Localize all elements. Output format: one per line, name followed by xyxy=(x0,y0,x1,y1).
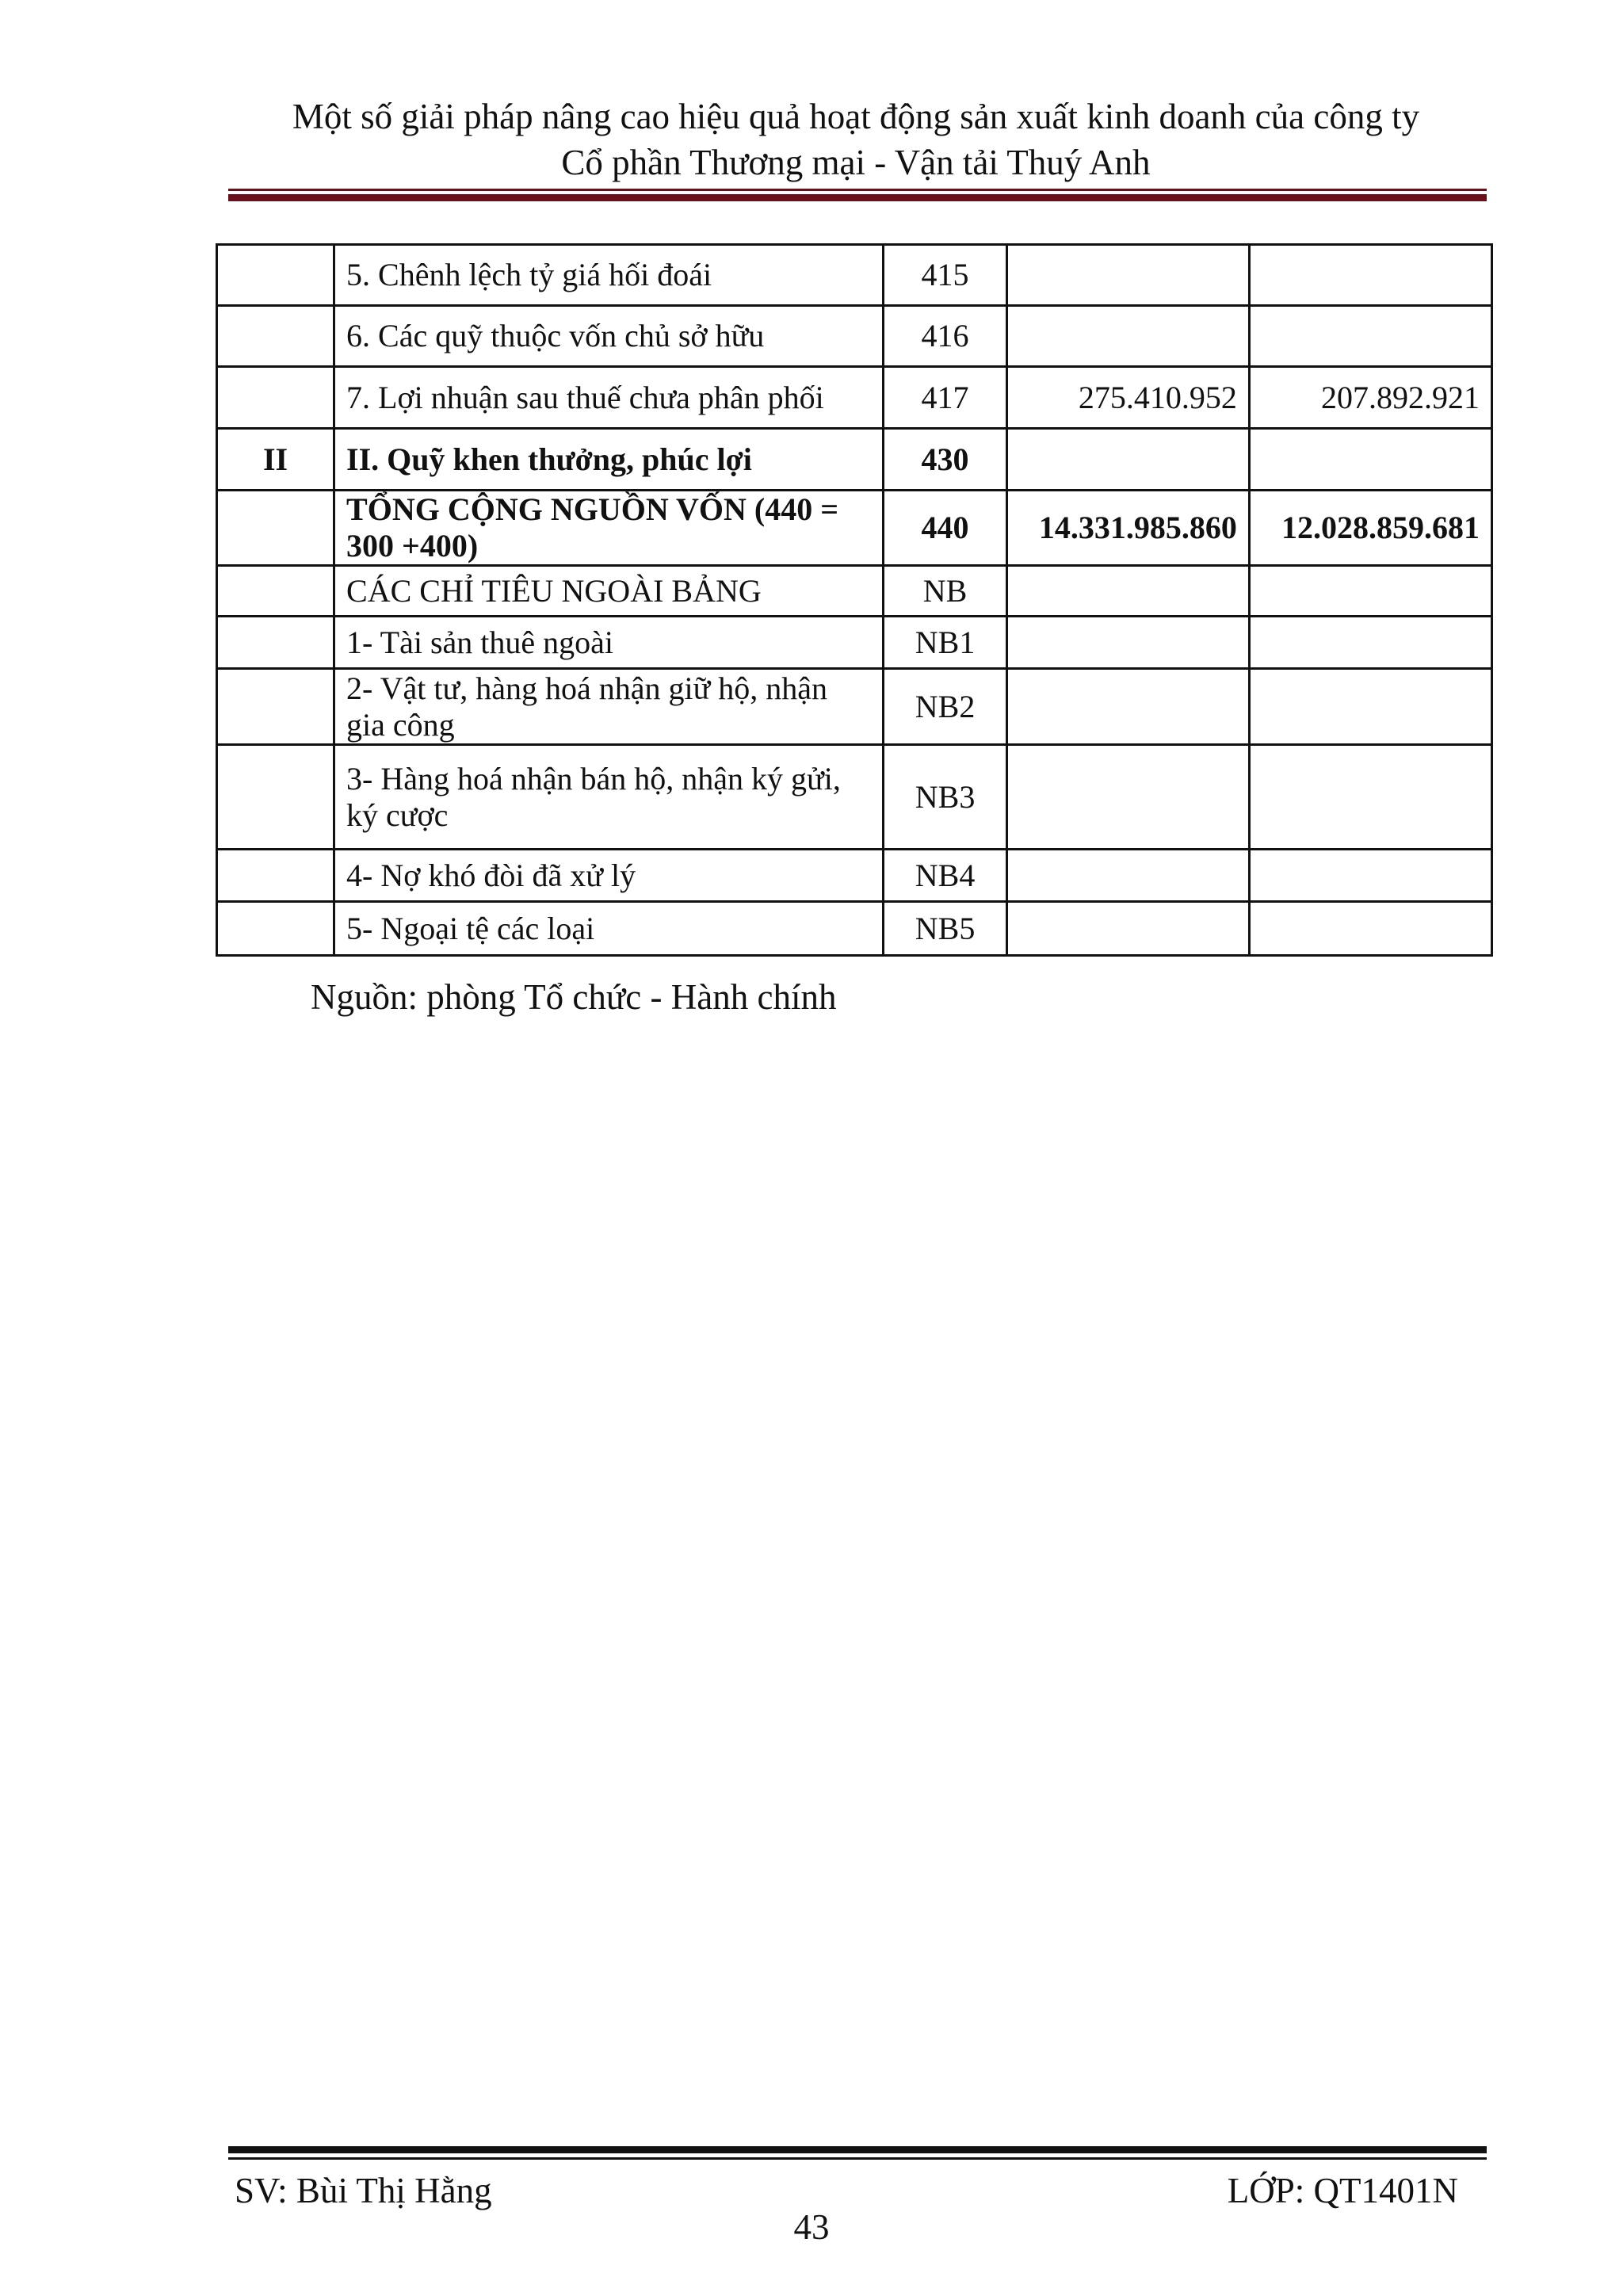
table-row xyxy=(217,367,1492,429)
footer-rule-thick xyxy=(228,2146,1487,2153)
section-cell xyxy=(217,850,334,902)
header-rule-thick xyxy=(228,194,1487,201)
value-begin-cell xyxy=(1249,617,1491,669)
balance-sheet-table xyxy=(216,243,1493,957)
table-row xyxy=(217,491,1492,566)
value-begin-cell xyxy=(1249,429,1491,491)
code-cell: NB1 xyxy=(884,617,1006,669)
header-title-line-2: Cổ phần Thương mại - Vận tải Thuý Anh xyxy=(561,143,1151,182)
code-cell: 415 xyxy=(884,245,1006,306)
value-begin-cell xyxy=(1249,306,1491,367)
table-row xyxy=(217,245,1492,306)
table-row xyxy=(217,306,1492,367)
code-cell: 430 xyxy=(884,429,1006,491)
value-end-cell xyxy=(1006,566,1249,617)
header-title-line-1: Một số giải pháp nâng cao hiệu quả hoạt động sản xuất kinh doanh của công ty xyxy=(292,97,1420,136)
value-begin-cell xyxy=(1249,850,1491,902)
value-begin-cell xyxy=(1249,669,1491,745)
page-header xyxy=(222,94,1490,185)
item-name-cell: 3- Hàng hoá nhận bán hộ, nhận ký gửi, ký cược xyxy=(334,745,884,850)
value-begin-cell xyxy=(1249,566,1491,617)
item-name-cell: 2- Vật tư, hàng hoá nhận giữ hộ, nhận gia công xyxy=(334,669,884,745)
value-end-cell xyxy=(1006,669,1249,745)
section-cell xyxy=(217,669,334,745)
item-name-cell: TỔNG CỘNG NGUỒN VỐN (440 = 300 +400) xyxy=(334,491,884,566)
table-row xyxy=(217,902,1492,956)
item-name-cell: CÁC CHỈ TIÊU NGOÀI BẢNG xyxy=(334,566,884,617)
value-end-cell xyxy=(1006,429,1249,491)
code-cell: 416 xyxy=(884,306,1006,367)
section-cell xyxy=(217,367,334,429)
code-cell: 417 xyxy=(884,367,1006,429)
value-end-cell xyxy=(1006,850,1249,902)
section-cell xyxy=(217,306,334,367)
value-end-cell: 275.410.952 xyxy=(1006,367,1249,429)
value-begin-cell: 207.892.921 xyxy=(1249,367,1491,429)
value-begin-cell xyxy=(1249,902,1491,956)
section-cell xyxy=(217,491,334,566)
code-cell: NB3 xyxy=(884,745,1006,850)
table-row xyxy=(217,850,1492,902)
table-row xyxy=(217,566,1492,617)
item-name-cell: 6. Các quỹ thuộc vốn chủ sở hữu xyxy=(334,306,884,367)
value-begin-cell: 12.028.859.681 xyxy=(1249,491,1491,566)
footer-student-name: SV: Bùi Thị Hằng xyxy=(235,2171,492,2210)
value-begin-cell xyxy=(1249,245,1491,306)
value-begin-cell xyxy=(1249,745,1491,850)
footer-class: LỚP: QT1401N xyxy=(1227,2171,1458,2210)
section-cell xyxy=(217,566,334,617)
section-cell xyxy=(217,617,334,669)
code-cell: NB xyxy=(884,566,1006,617)
table-row xyxy=(217,429,1492,491)
table-row xyxy=(217,669,1492,745)
item-name-cell: 7. Lợi nhuận sau thuế chưa phân phối xyxy=(334,367,884,429)
section-cell: II xyxy=(217,429,334,491)
section-cell xyxy=(217,245,334,306)
code-cell: NB4 xyxy=(884,850,1006,902)
source-note: Nguồn: phòng Tổ chức - Hành chính xyxy=(311,977,837,1017)
item-name-cell: 1- Tài sản thuê ngoài xyxy=(334,617,884,669)
section-cell xyxy=(217,902,334,956)
page-number: 43 xyxy=(793,2207,830,2247)
section-cell xyxy=(217,745,334,850)
table-row xyxy=(217,617,1492,669)
item-name-cell: 5. Chênh lệch tỷ giá hối đoái xyxy=(334,245,884,306)
header-rule-thin xyxy=(228,189,1487,191)
code-cell: NB5 xyxy=(884,902,1006,956)
code-cell: 440 xyxy=(884,491,1006,566)
table-row xyxy=(217,745,1492,850)
value-end-cell xyxy=(1006,306,1249,367)
value-end-cell xyxy=(1006,745,1249,850)
value-end-cell xyxy=(1006,245,1249,306)
code-cell: NB2 xyxy=(884,669,1006,745)
item-name-cell: 5- Ngoại tệ các loại xyxy=(334,902,884,956)
footer-rule-thin xyxy=(228,2157,1487,2160)
item-name-cell: 4- Nợ khó đòi đã xử lý xyxy=(334,850,884,902)
value-end-cell: 14.331.985.860 xyxy=(1006,491,1249,566)
value-end-cell xyxy=(1006,902,1249,956)
value-end-cell xyxy=(1006,617,1249,669)
item-name-cell: II. Quỹ khen thưởng, phúc lợi xyxy=(334,429,884,491)
